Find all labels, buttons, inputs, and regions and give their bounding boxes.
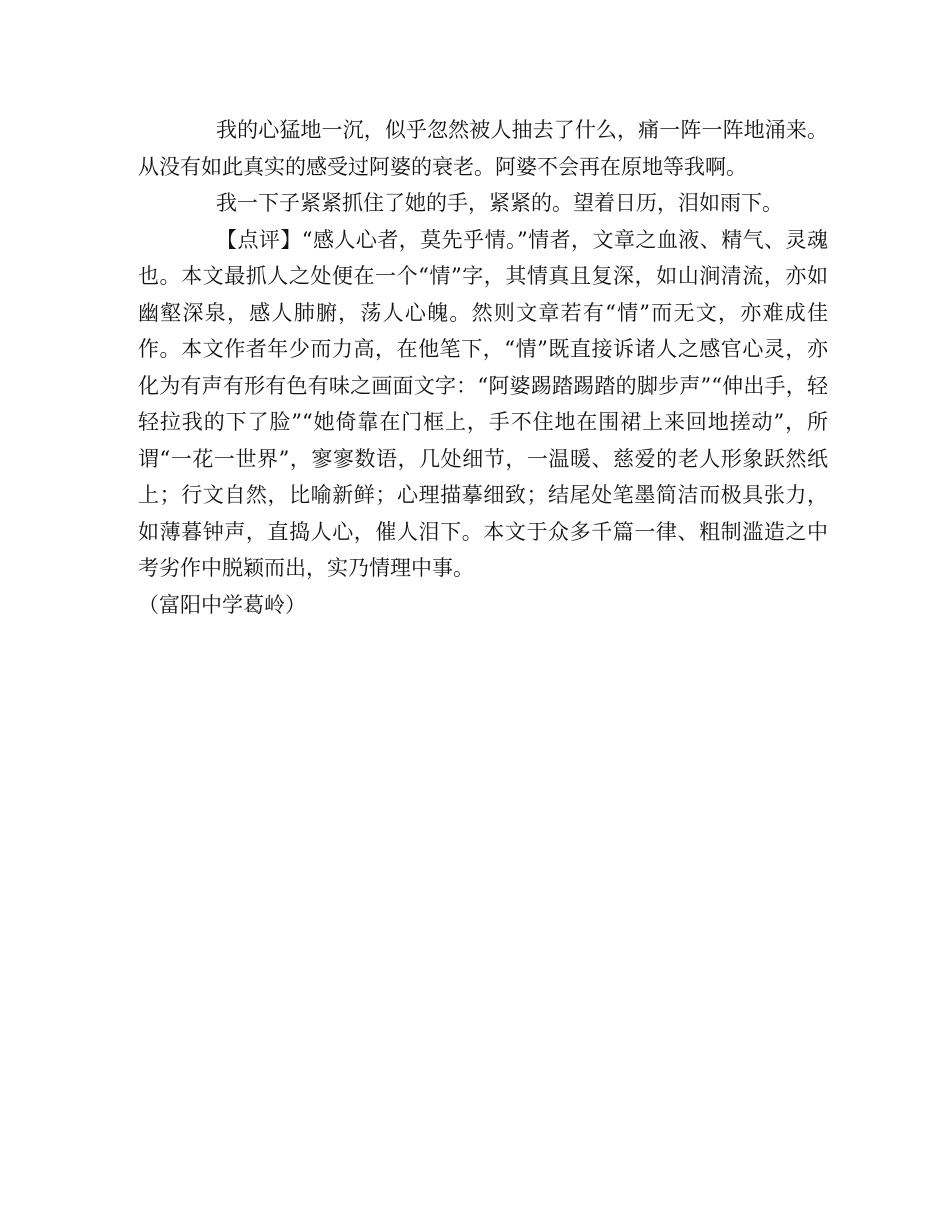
attribution: （富阳中学葛岭） — [138, 592, 306, 617]
story-paragraph-2: 我一下子紧紧抓住了她的手，紧紧的。望着日历，泪如雨下。 — [216, 191, 783, 215]
commentary-paragraph: 【点评】“感人心者，莫先乎情。”情者，文章之血液、精气、灵魂也。本文最抓人之处便在一个“情”字，其情真且复深，如山涧清流，亦如幽壑深泉，感人肺腑，荡人心魄。然则文章若有“情”而无文，亦难成佳作。本文作者年少而力高，在他笔下，“情”既直接诉诸人之感官心灵，亦化为有声有形有色有味之画面文字：“阿婆踢踏踢踏的脚步声”“伸出手，轻轻拉我的下了脸”“她倚靠在门框上，手不住地在围裙上来回地搓动”，所谓“一花一世界”，寥寥数语，几处细节，一温暖、慈爱的老人形象跃然纸上；行文自然，比喻新鲜；心理描摹细致；结尾处笔墨简洁而极具张力，如薄暮钟声，直捣人心，催人泪下。本文于众多千篇一律、粗制滥造之中考劣作中脱颖而出，实乃情理中事。 — [138, 227, 828, 580]
document-body — [138, 112, 828, 623]
story-paragraph-1: 我的心猛地一沉，似乎忽然被人抽去了什么，痛一阵一阵地涌来。从没有如此真实的感受过阿婆的衰老。阿婆不会再在原地等我啊。 — [138, 118, 828, 179]
